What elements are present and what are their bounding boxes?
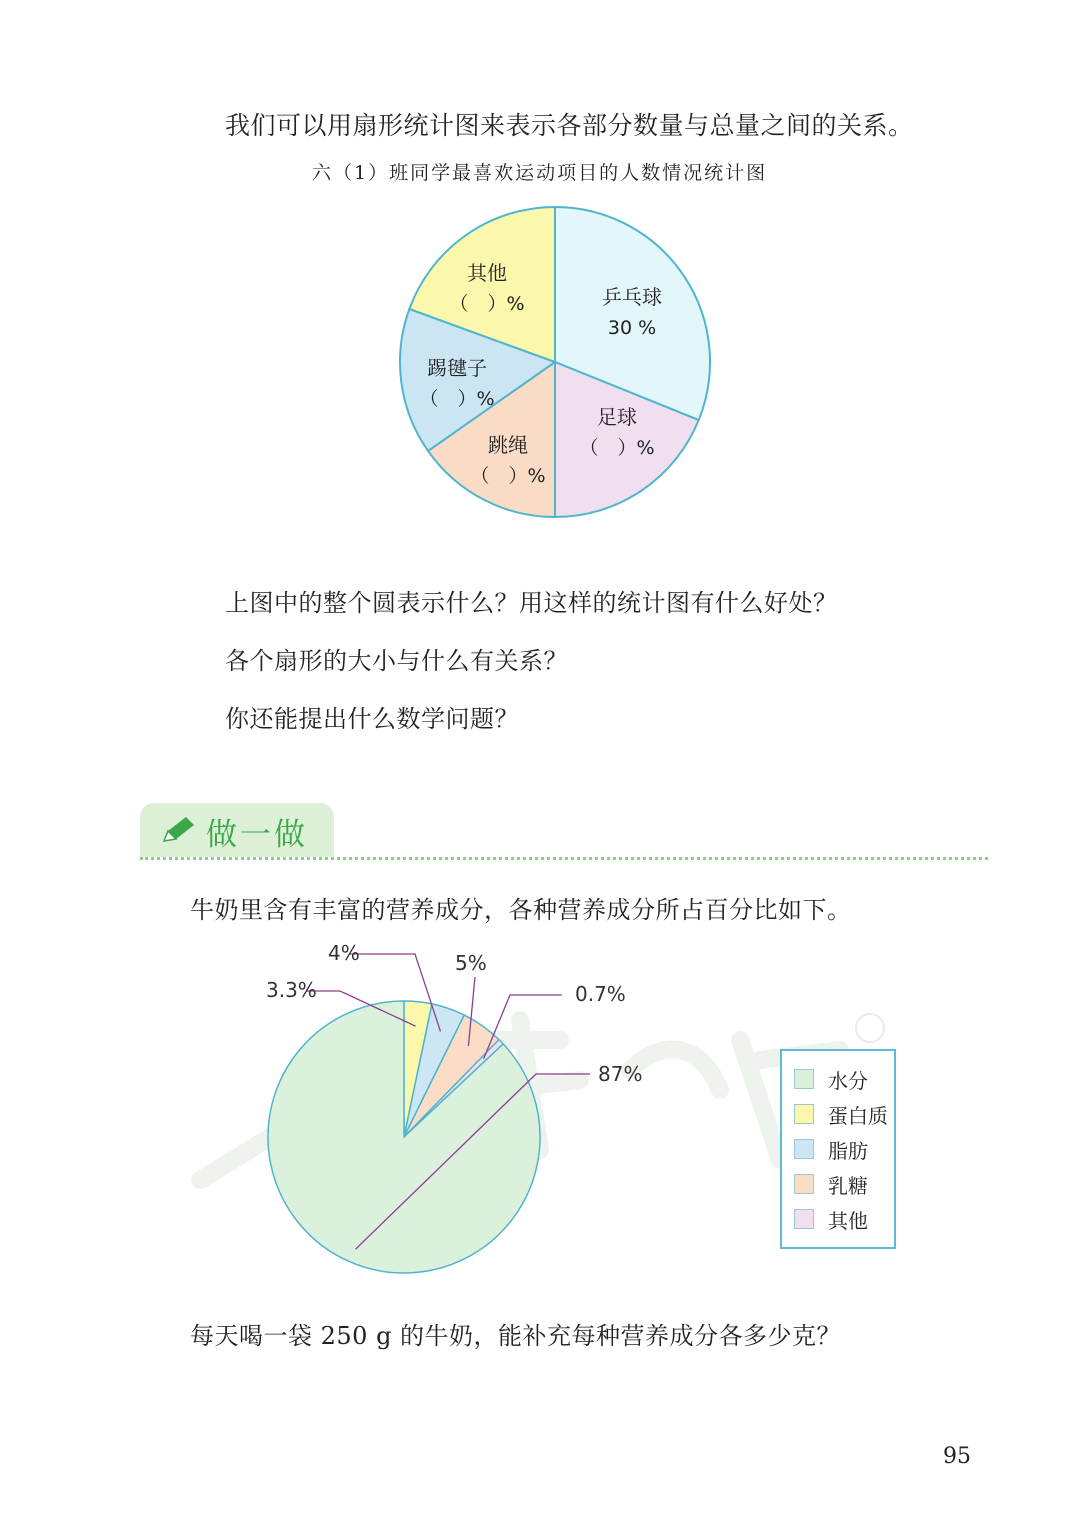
question-3: 你还能提出什么数学问题？ [225,705,519,733]
legend-swatch-other [794,1209,814,1229]
question-1: 上图中的整个圆表示什么？用这样的统计图有什么好处？ [225,589,838,617]
page-number: 95 [943,1444,971,1469]
pie1-label-pingpong: 乒乓球 [602,285,662,309]
section-title: 做一做 [206,817,308,853]
section-banner [140,803,334,857]
legend-label-protein: 蛋白质 [828,1104,888,1128]
legend-label-water: 水分 [828,1069,868,1093]
pie1-label-football: 足球 [597,405,637,429]
pie2-value-fat: 4% [328,941,360,965]
legend-swatch-lactose [794,1174,814,1194]
chart1-title: 六（1）班同学最喜欢运动项目的人数情况统计图 [312,162,768,184]
question-2: 各个扇形的大小与什么有关系？ [225,647,568,675]
legend-swatch-water [794,1069,814,1089]
pie2-value-protein: 3.3% [266,978,317,1002]
section-divider [140,857,988,860]
legend-label-lactose: 乳糖 [828,1174,868,1198]
legend-swatch-protein [794,1104,814,1124]
milk-question: 每天喝一袋 250 g 的牛奶，能补充每种营养成分各多少克？ [190,1322,842,1350]
pie1-label-rope-skipping: 跳绳 [488,433,528,457]
pie1-label-shuttlecock: 踢毽子 [427,356,487,380]
chart-legend [780,1049,896,1249]
intro-text: 我们可以用扇形统计图来表示各部分数量与总量之间的关系。 [225,111,914,140]
pie2-value-water: 87% [598,1062,643,1086]
pie1-label-other: 其他 [467,261,507,285]
milk-nutrition-pie-chart [240,940,680,1280]
legend-label-other: 其他 [828,1209,868,1233]
pie2-value-lactose: 5% [455,951,487,975]
pie2-value-other: 0.7% [575,982,626,1006]
legend-swatch-fat [794,1139,814,1159]
pie1-value-pingpong: 30 % [607,317,657,339]
pencil-icon [158,815,198,847]
pie1-value-other: （ ）% [449,293,525,315]
pie1-value-rope-skipping: （ ）% [470,465,546,487]
milk-intro-text: 牛奶里含有丰富的营养成分，各种营养成分所占百分比如下。 [190,896,852,924]
pie1-value-shuttlecock: （ ）% [419,388,495,410]
pie1-value-football: （ ）% [579,437,655,459]
sports-pie-chart [395,200,725,530]
legend-label-fat: 脂肪 [828,1139,868,1163]
